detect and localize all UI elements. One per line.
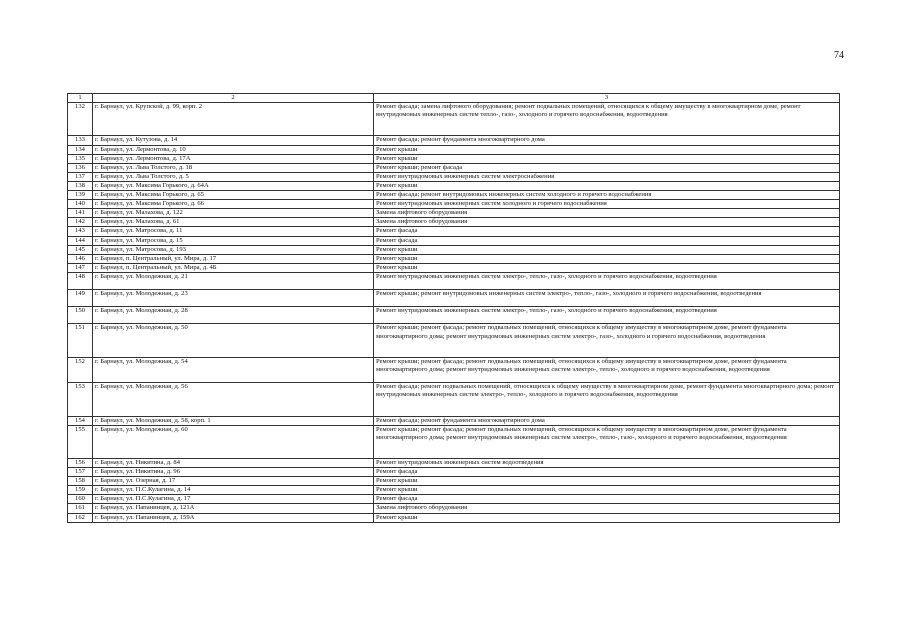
works-cell: Ремонт фасада; ремонт фундамента многоквартирного дома: [374, 416, 840, 425]
address-cell: г. Барнаул, ул. Кутузова, д. 14: [93, 136, 374, 145]
table-body: [68, 103, 840, 523]
address-cell: г. Барнаул, п. Центральный, ул. Мира, д. 4Б: [93, 263, 374, 272]
works-cell: Ремонт крыши: [374, 477, 840, 486]
header-row: [68, 94, 840, 103]
works-cell: Ремонт внутридомовых инженерных систем электро-, тепло-, газо-, холодного и горячего водоснабжения, водоотведения: [374, 272, 840, 289]
row-number-cell: 152: [68, 357, 93, 382]
table-row: [68, 136, 840, 145]
address-cell: г. Барнаул, ул. Молодежная, д. 60: [93, 425, 374, 458]
table-row: [68, 263, 840, 272]
address-cell: г. Барнаул, ул. Крупской, д. 99, корп. 2: [93, 103, 374, 136]
works-cell: Ремонт крыши: [374, 254, 840, 263]
table-row: [68, 357, 840, 382]
row-number-cell: 133: [68, 136, 93, 145]
works-cell: Ремонт крыши; ремонт фасада; ремонт подвальных помещений, относящихся к общему имуществу в многоквартирном доме, ремонт фундамента многоквартирного дома; ремонт внутридомовых инженерных систем электро-, газо-, холодного и горячего водоснабжения, водоотведения: [374, 324, 840, 357]
works-cell: Ремонт крыши; ремонт фасада; ремонт подвальных помещений, относящихся к общему имуществу в многоквартирном доме, ремонт фундамента многоквартирного дома; ремонт внутридомовых инженерных систем электро-, тепло-, газо-, холодного и горячего водоснабжения, водоотведения: [374, 425, 840, 458]
works-cell: Ремонт внутридомовых инженерных систем электро-, тепло-, газо-, холодного и горячего водоснабжения, водоотведения: [374, 307, 840, 324]
table-row: [68, 290, 840, 307]
table-row: [68, 504, 840, 513]
table-row: [68, 218, 840, 227]
table-row: [68, 383, 840, 416]
address-cell: г. Барнаул, ул. Молодежная, д. 23: [93, 290, 374, 307]
works-cell: Ремонт крыши: [374, 513, 840, 522]
address-cell: г. Барнаул, ул. Молодежная, д. 56: [93, 383, 374, 416]
table-row: [68, 324, 840, 357]
row-number-cell: 146: [68, 254, 93, 263]
address-cell: г. Барнаул, ул. Максима Горького, д. 65: [93, 191, 374, 200]
works-cell: Ремонт крыши; ремонт фасада; ремонт подвальных помещений, относящихся к общему имуществу в многоквартирном доме, ремонт фундамента многоквартирного дома; ремонт внутридомовых инженерных систем электро-, тепло-, холодного и горячего водоснабжения, водоотведения: [374, 357, 840, 382]
table-row: [68, 172, 840, 181]
works-cell: Ремонт крыши: [374, 145, 840, 154]
header-cell-number: 1: [68, 94, 93, 103]
works-cell: Ремонт крыши: [374, 154, 840, 163]
row-number-cell: 140: [68, 200, 93, 209]
works-cell: Замена лифтового оборудования: [374, 209, 840, 218]
address-cell: г. Барнаул, ул. Лермонтова, д. 10: [93, 145, 374, 154]
address-cell: г. Барнаул, ул. Молодежная, д. 28: [93, 307, 374, 324]
address-cell: г. Барнаул, ул. Озерная, д. 17: [93, 477, 374, 486]
works-cell: Ремонт внутридомовых инженерных систем холодного и горячего водоснабжения: [374, 200, 840, 209]
works-cell: Ремонт внутридомовых инженерных систем водоотведения: [374, 459, 840, 468]
repair-register-table: [67, 93, 840, 523]
address-cell: г. Барнаул, ул. Папанинцев, д. 121А: [93, 504, 374, 513]
table-row: [68, 416, 840, 425]
address-cell: г. Барнаул, ул. Льва Толстого, д. 18: [93, 163, 374, 172]
works-cell: Замена лифтового оборудования: [374, 504, 840, 513]
works-cell: Ремонт фасада; ремонт подвальных помещений, относящихся к общему имуществу в многоквартирном доме, ремонт фундамента многоквартирного дома; ремонт внутридомовых инженерных систем электро-, тепло-, холодного и горячего водоснабжения, водоотведения: [374, 383, 840, 416]
address-cell: г. Барнаул, ул. Лермонтова, д. 17А: [93, 154, 374, 163]
table-row: [68, 209, 840, 218]
address-cell: г. Барнаул, ул. Малахова, д. 122: [93, 209, 374, 218]
row-number-cell: 138: [68, 181, 93, 190]
page-number: 74: [834, 50, 844, 61]
row-number-cell: 148: [68, 272, 93, 289]
table-row: [68, 468, 840, 477]
address-cell: г. Барнаул, ул. Никитина, д. 84: [93, 459, 374, 468]
works-cell: Ремонт фасада; ремонт фундамента многоквартирного дома: [374, 136, 840, 145]
row-number-cell: 135: [68, 154, 93, 163]
works-cell: Ремонт крыши: [374, 263, 840, 272]
row-number-cell: 158: [68, 477, 93, 486]
row-number-cell: 160: [68, 495, 93, 504]
row-number-cell: 151: [68, 324, 93, 357]
address-cell: г. Барнаул, ул. П.С.Кулагина, д. 14: [93, 486, 374, 495]
address-cell: г. Барнаул, ул. Максима Горького, д. 64А: [93, 181, 374, 190]
row-number-cell: 153: [68, 383, 93, 416]
table-row: [68, 191, 840, 200]
table-row: [68, 236, 840, 245]
address-cell: г. Барнаул, ул. Молодежная, д. 54: [93, 357, 374, 382]
address-cell: г. Барнаул, ул. Никитина, д. 96: [93, 468, 374, 477]
table-row: [68, 181, 840, 190]
works-cell: Ремонт крыши: [374, 245, 840, 254]
works-cell: Ремонт фасада; ремонт внутридомовых инженерных систем холодного и горячего водоснабжения: [374, 191, 840, 200]
table-row: [68, 486, 840, 495]
table-row: [68, 163, 840, 172]
row-number-cell: 161: [68, 504, 93, 513]
table-row: [68, 307, 840, 324]
address-cell: г. Барнаул, ул. Льва Толстого, д. 5: [93, 172, 374, 181]
works-cell: Ремонт крыши: [374, 181, 840, 190]
address-cell: г. Барнаул, ул. Молодежная, д. 58, корп. 1: [93, 416, 374, 425]
address-cell: г. Барнаул, ул. П.С.Кулагина, д. 17: [93, 495, 374, 504]
table-row: [68, 145, 840, 154]
row-number-cell: 144: [68, 236, 93, 245]
address-cell: г. Барнаул, ул. Молодежная, д. 21: [93, 272, 374, 289]
row-number-cell: 134: [68, 145, 93, 154]
works-cell: Ремонт крыши; ремонт фасада: [374, 163, 840, 172]
row-number-cell: 156: [68, 459, 93, 468]
address-cell: г. Барнаул, ул. Матросова, д. 193: [93, 245, 374, 254]
row-number-cell: 154: [68, 416, 93, 425]
address-cell: г. Барнаул, ул. Матросова, д. 11: [93, 227, 374, 236]
table-row: [68, 245, 840, 254]
row-number-cell: 150: [68, 307, 93, 324]
header-cell-address: 2: [93, 94, 374, 103]
table-row: [68, 200, 840, 209]
row-number-cell: 157: [68, 468, 93, 477]
row-number-cell: 139: [68, 191, 93, 200]
works-cell: Ремонт фасада: [374, 495, 840, 504]
table-row: [68, 227, 840, 236]
table-row: [68, 425, 840, 458]
works-cell: Ремонт фасада: [374, 236, 840, 245]
table-row: [68, 513, 840, 522]
works-cell: Ремонт фасада: [374, 468, 840, 477]
address-cell: г. Барнаул, ул. Папанинцев, д. 159А: [93, 513, 374, 522]
header-cell-works: 3: [374, 94, 840, 103]
address-cell: г. Барнаул, ул. Молодежная, д. 50: [93, 324, 374, 357]
works-cell: Ремонт внутридомовых инженерных систем электроснабжения: [374, 172, 840, 181]
works-cell: Ремонт крыши; ремонт внутридомовых инженерных систем электро-, тепло-, газо-, холодного и горячего водоснабжения, водоотведения: [374, 290, 840, 307]
table-row: [68, 103, 840, 136]
row-number-cell: 147: [68, 263, 93, 272]
row-number-cell: 143: [68, 227, 93, 236]
works-cell: Ремонт фасада; замена лифтового оборудования; ремонт подвальных помещений, относящихся к общему имуществу в многоквартирном доме, ремонт внутридомовых инженерных систем тепло-, газо-, холодного и горячего водоснабжения, водоотведения: [374, 103, 840, 136]
row-number-cell: 141: [68, 209, 93, 218]
row-number-cell: 149: [68, 290, 93, 307]
address-cell: г. Барнаул, ул. Максима Горького, д. 66: [93, 200, 374, 209]
address-cell: г. Барнаул, ул. Матросова, д. 15: [93, 236, 374, 245]
row-number-cell: 142: [68, 218, 93, 227]
address-cell: г. Барнаул, ул. Малахова, д. 61: [93, 218, 374, 227]
table-row: [68, 254, 840, 263]
row-number-cell: 137: [68, 172, 93, 181]
works-cell: Ремонт фасада: [374, 227, 840, 236]
row-number-cell: 155: [68, 425, 93, 458]
works-cell: Ремонт крыши: [374, 486, 840, 495]
row-number-cell: 132: [68, 103, 93, 136]
table-row: [68, 477, 840, 486]
works-cell: Замена лифтового оборудования: [374, 218, 840, 227]
address-cell: г. Барнаул, п. Центральный, ул. Мира, д. 17: [93, 254, 374, 263]
row-number-cell: 162: [68, 513, 93, 522]
table-row: [68, 495, 840, 504]
table-row: [68, 459, 840, 468]
row-number-cell: 136: [68, 163, 93, 172]
table-row: [68, 272, 840, 289]
table-row: [68, 154, 840, 163]
row-number-cell: 159: [68, 486, 93, 495]
row-number-cell: 145: [68, 245, 93, 254]
